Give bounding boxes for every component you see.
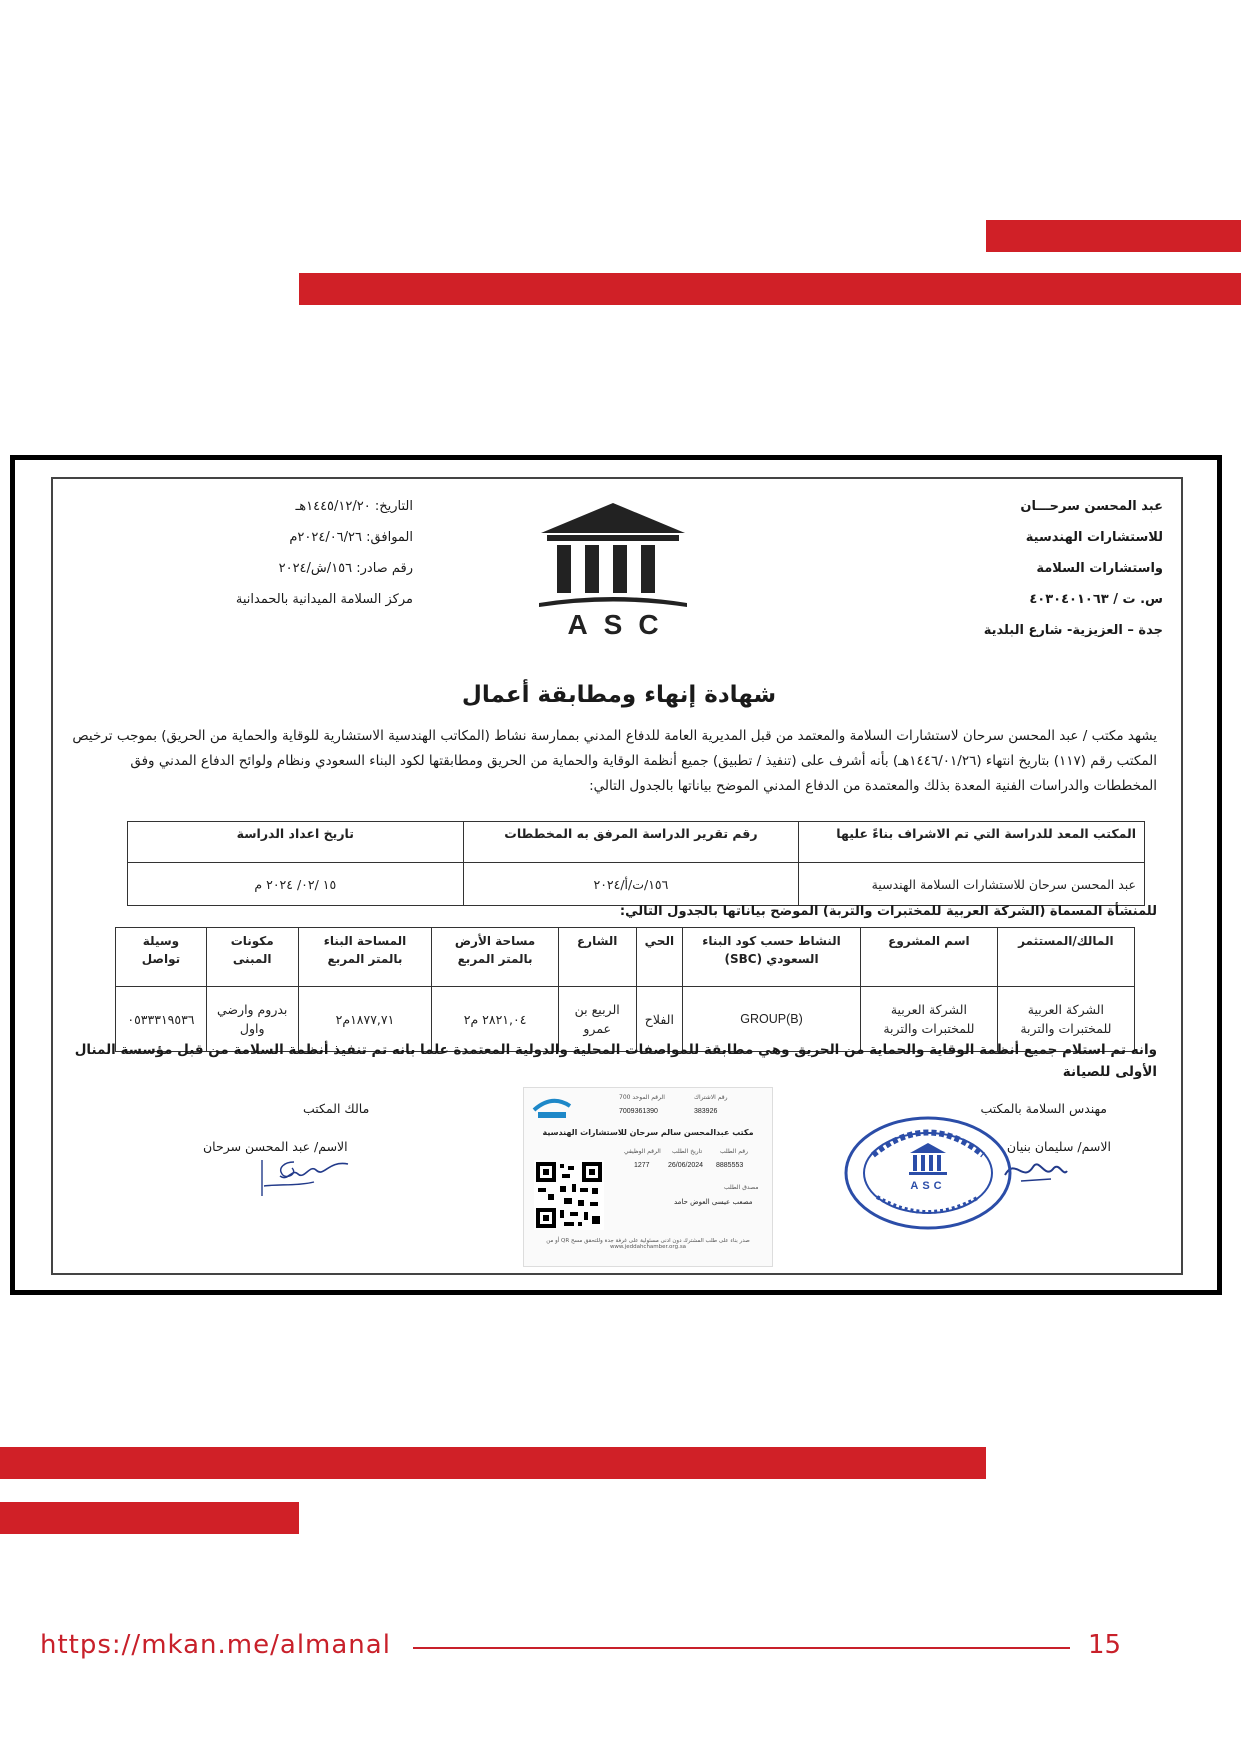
field-label: الرقم الموحد 700 — [619, 1094, 665, 1101]
table-header: رقم تقرير الدراسة المرفق به المخططات — [463, 822, 799, 863]
certificate-frame — [51, 477, 1183, 1275]
office-name: عبد المحسن سرحـــان — [1020, 499, 1163, 514]
table-cell: ٠٥٣٣٣١٩٥٣٦ — [116, 987, 207, 1052]
office-address: جدة – العزيزية- شارع البلدية — [983, 623, 1163, 638]
website-link[interactable]: https://mkan.me/almanal — [40, 1630, 391, 1660]
field-label: مصدق الطلب — [724, 1184, 759, 1191]
table-header: الحي — [636, 928, 682, 987]
table-cell: ١٥ /٠٢/ ٢٠٢٤ م — [128, 863, 464, 906]
office-line: واستشارات السلامة — [1036, 561, 1163, 576]
engineer-name: الاسم/ سليمان بنيان — [1006, 1139, 1111, 1154]
table-cell: عبد المحسن سرحان للاستشارات السلامة الهندسية — [799, 863, 1145, 906]
table-cell: GROUP(B) — [683, 987, 861, 1052]
owner-title: مالك المكتب — [303, 1101, 370, 1116]
table-header: الشارع — [558, 928, 636, 987]
certificate-image — [10, 455, 1222, 1295]
engineer-title: مهندس السلامة بالمكتب — [980, 1101, 1107, 1116]
clerk-name: مصعب عيسى العوض حامد — [674, 1198, 753, 1206]
table-header: تاريخ اعداد الدراسة — [128, 822, 464, 863]
table-header: المالك/المستثمر — [997, 928, 1134, 987]
table-header: المكتب المعد للدراسة التي تم الاشراف بناءً عليها — [799, 822, 1145, 863]
decorative-red-bar — [0, 1447, 986, 1479]
office-stamp-icon — [843, 1115, 1013, 1231]
safety-center: مركز السلامة الميدانية بالحمدانية — [235, 592, 413, 607]
table-cell: ١٥٦/ت/أ/٢٠٢٤ — [463, 863, 799, 906]
certificate-title: شهادة إنهاء ومطابقة أعمال — [461, 682, 777, 708]
certificate-closing: وانه تم استلام جميع أنظمة الوقاية والحماية من الحريق وهي مطابقة للمواصفات المحلية والدولية المعتمدة علما بانه تم تنفيذ أنظمة السلامة من قبل مؤسسة المنال الأولى للصيانة — [74, 1042, 1157, 1080]
facility-line: للمنشأة المسماة (الشركة العربية للمختبرات والتربة) الموضح بياناتها بالجدول التالي: — [619, 904, 1157, 919]
office-header — [863, 491, 1163, 646]
issue-details — [113, 491, 413, 615]
table-header: مساحة الأرض بالمتر المربع — [432, 928, 558, 987]
issue-date-gregorian: الموافق: ٢٠٢٤/٠٦/٢٦م — [289, 530, 413, 545]
study-table — [127, 821, 1145, 906]
job-number: 1277 — [634, 1162, 650, 1169]
chamber-verification — [523, 1087, 773, 1267]
table-header: وسيلة تواصل — [116, 928, 207, 987]
table-header: مكونات المبنى — [206, 928, 298, 987]
chamber-heading: مكتب عبدالمحسن سالم سرحان للاستشارات الهندسية — [542, 1128, 754, 1137]
decorative-red-bar — [299, 273, 1241, 305]
table-cell: الشركة العربية للمختبرات والتربة — [997, 987, 1134, 1052]
table-cell: بدروم وارضي واول — [206, 987, 298, 1052]
page-number: 15 — [1088, 1630, 1122, 1660]
decorative-red-bar — [986, 220, 1241, 252]
membership-number: 383926 — [694, 1108, 718, 1115]
table-cell: الفلاح — [636, 987, 682, 1052]
table-cell: الربيع بن عمرو — [558, 987, 636, 1052]
table-cell: ٢٨٢١,٠٤ م٢ — [432, 987, 558, 1052]
chamber-logo-icon — [530, 1094, 574, 1124]
asc-logo — [533, 499, 693, 649]
chamber-footer: صدر بناء على طلب المشترك دون ادنى مسئولية على غرفة جدة وللتحقق مسح QR أو من www.jeddahchamber.org.sa — [546, 1238, 750, 1250]
table-row — [128, 863, 1145, 906]
decorative-red-bar — [0, 1502, 299, 1534]
footer-divider — [413, 1647, 1070, 1649]
field-label: رقم الاشتراك — [694, 1094, 728, 1101]
issue-date-hijri: التاريخ: ١٤٤٥/١٢/٢٠هـ — [295, 499, 413, 514]
owner-name: الاسم/ عبد المحسن سرحان — [203, 1139, 348, 1154]
building-columns-icon — [533, 499, 693, 609]
facility-table — [115, 927, 1135, 1052]
certificate-intro: يشهد مكتب / عبد المحسن سرحان لاستشارات السلامة والمعتمد من قبل المديرية العامة للدفاع المدني بممارسة نشاط (المكاتب الهندسية الاستشارية للوقاية والحماية من الحريق) بموجب ترخيص المكتب رقم (١١٧) بتاريخ انتهاء (١٤٤٦/٠١/٢٦هـ) بأنه أشرف على (تنفيذ / تطبيق) جميع أنظمة الوقاية والحماية من الحريق ومطابقتها لكود البناء السعودي ونظام ولوائح الدفاع المدني وفق المخططات والدراسات الفنية المعدة بذلك والمعتمدة من الدفاع المدني الموضح بياناتها بالجدول التالي: — [72, 728, 1157, 794]
owner-signature-icon — [258, 1154, 353, 1199]
qr-code-icon — [534, 1160, 604, 1230]
stamp-text: ASC — [910, 1180, 946, 1192]
field-label: رقم الطلب — [720, 1148, 748, 1155]
table-header-row — [128, 822, 1145, 863]
field-label: الرقم الوظيفي — [624, 1148, 661, 1155]
request-number: 8885553 — [716, 1162, 744, 1169]
table-header: النشاط حسب كود البناء السعودي (SBC) — [683, 928, 861, 987]
commercial-register: س. ت / ٤٠٣٠٤٠١٠٦٣ — [1029, 592, 1163, 607]
table-cell: ١٨٧٧,٧١م٢ — [298, 987, 432, 1052]
unified-number: 7009361390 — [619, 1108, 658, 1115]
office-line: للاستشارات الهندسية — [1025, 530, 1163, 545]
field-label: تاريخ الطلب — [672, 1148, 703, 1155]
table-header: المساحة البناء بالمتر المربع — [298, 928, 432, 987]
table-header: اسم المشروع — [861, 928, 998, 987]
table-header-row — [116, 928, 1135, 987]
issue-number: رقم صادر: ١٥٦/ش/٢٠٢٤ — [278, 561, 413, 576]
request-date: 26/06/2024 — [668, 1162, 704, 1169]
logo-text: ASC — [567, 609, 675, 640]
table-cell: الشركة العربية للمختبرات والتربة — [861, 987, 998, 1052]
